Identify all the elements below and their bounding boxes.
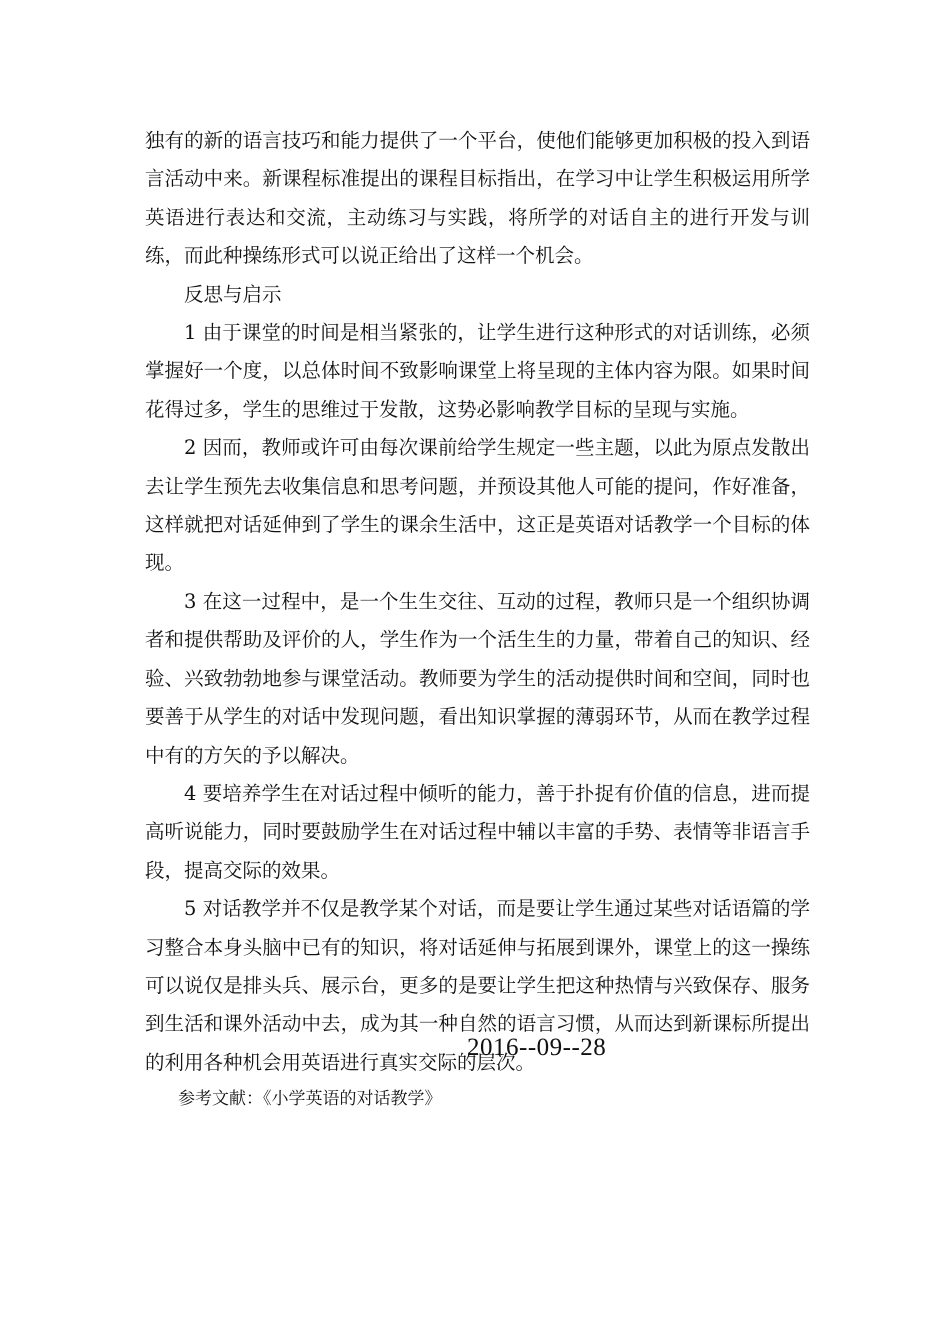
point-5: 5 对话教学并不仅是教学某个对话，而是要让学生通过某些对话语篇的学习整合本身头脑中已有的知识，将对话延伸与拓展到课外，课堂上的这一操练可以说仅是排头兵、展示台，更多的是要让学生把这种热情与兴致保存、服务到生活和课外活动中去，成为其一种自然的语言习惯，从而达到新课标所提出的利用各种机会用英语进行真实交际的层次。 bbox=[145, 897, 810, 1074]
point-2: 2 因而，教师或许可由每次课前给学生规定一些主题，以此为原点发散出去让学生预先去收集信息和思考问题，并预设其他人可能的提问，作好准备，这样就把对话延伸到了学生的课余生活中，这正是英语对话教学一个目标的体现。 bbox=[145, 436, 810, 575]
reference: 参考文献：《小学英语的对话教学》 bbox=[178, 1089, 442, 1110]
point-4: 4 要培养学生在对话过程中倾听的能力，善于扑捉有价值的信息，进而提高听说能力，同时要鼓励学生在对话过程中辅以丰富的手势、表情等非语言手段，提高交际的效果。 bbox=[145, 781, 810, 882]
document-date: 2016--09--28 bbox=[467, 1034, 607, 1061]
point-1: 1 由于课堂的时间是相当紧张的，让学生进行这种形式的对话训练，必须掌握好一个度，以总体时间不致影响课堂上将呈现的主体内容为限。如果时间花得过多，学生的思维过于发散，这势必影响教学目标的呈现与实施。 bbox=[145, 321, 810, 421]
section-heading: 反思与启示 bbox=[184, 282, 282, 306]
continued-paragraph: 独有的新的语言技巧和能力提供了一个平台，使他们能够更加积极的投入到语言活动中来。新课程标准提出的课程目标指出，在学习中让学生积极运用所学英语进行表达和交流，主动练习与实践，将所学的对话自主的进行开发与训练，而此种操练形式可以说正给出了这样一个机会。 bbox=[145, 129, 810, 268]
document-body bbox=[145, 122, 810, 1116]
point-3: 3 在这一过程中，是一个生生交往、互动的过程，教师只是一个组织协调者和提供帮助及评价的人，学生作为一个活生生的力量，带着自己的知识、经验、兴致勃勃地参与课堂活动。教师要为学生的活动提供时间和空间，同时也要善于从学生的对话中发现问题，看出知识掌握的薄弱环节，从而在教学过程中有的方矢的予以解决。 bbox=[145, 589, 810, 767]
